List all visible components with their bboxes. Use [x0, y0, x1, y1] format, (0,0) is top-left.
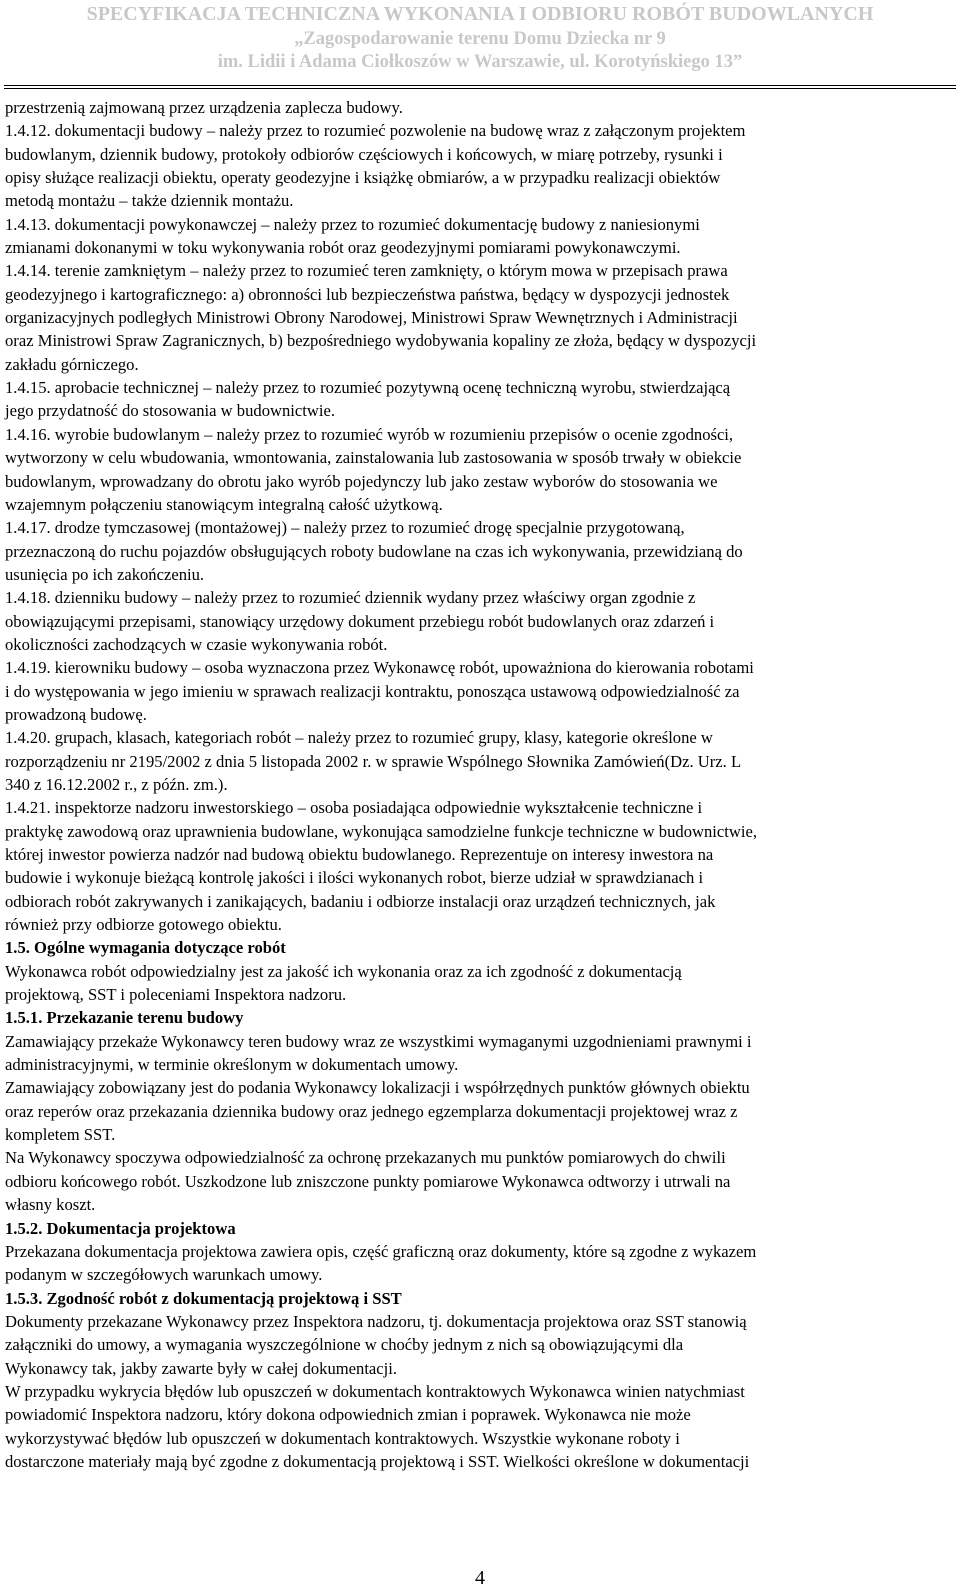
text-line: metodą montażu – także dziennik montażu.	[5, 191, 294, 211]
text-line: opisy służące realizacji obiektu, operaty geodezyjne i książkę obmiarów, a w przypadku realizacji obiektów	[5, 168, 721, 188]
text-line: oraz Ministrowi Spraw Zagranicznych, b) bezpośredniego wydobywania kopaliny ze złoża, będący w dyspozycji	[5, 331, 757, 351]
text-line: wykorzystywać błędów lub opuszczeń w dokumentach kontraktowych. Wszystkie wykonane roboty i	[5, 1428, 680, 1448]
text-line: której inwestor powierza nadzór nad budową obiektu budowlanego. Reprezentuje on interesy inwestora na	[5, 845, 714, 864]
text-line: usunięcia po ich zakończeniu.	[5, 564, 205, 584]
text-line: obowiązującymi przepisami, stanowiący urzędowy dokument przebiegu robót budowlanych oraz zdarzeń i	[5, 611, 715, 631]
section-heading: 1.5. Ogólne wymagania dotyczące robót	[5, 938, 286, 958]
text-line: praktykę zawodową oraz uprawnienia budowlane, wykonująca samodzielne funkcje techniczne w budownictwie,	[5, 821, 757, 841]
text-line: odbiorach robót zakrywanych i zanikających, badaniu i odbiorze instalacji oraz urządzeń technicznych, jak	[5, 891, 716, 911]
text-line: 1.4.15. aprobacie technicznej – należy przez to rozumieć pozytywną ocenę techniczną wyrobu, stwierdzającą	[5, 378, 731, 398]
text-line: również przy odbiorze gotowego obiektu.	[5, 915, 282, 935]
text-line: wzajemnym połączeniu stanowiącym integralną całość użytkową.	[5, 494, 443, 514]
text-line: Dokumenty przekazane Wykonawcy przez Inspektora nadzoru, tj. dokumentacja projektowa oraz SST stanowią	[5, 1311, 747, 1331]
text-line: jego przydatność do stosowania w budownictwie.	[5, 401, 335, 421]
text-line: budowlanym, dziennik budowy, protokoły odbiorów częściowych i końcowych, w miarę potrzeby, rysunki i	[5, 144, 723, 164]
text-line: kompletem SST.	[5, 1125, 116, 1145]
text-line: wytworzony w celu wbudowania, wmontowania, zainstalowania lub zastosowania w sposób trwały w obiekcie	[5, 448, 742, 468]
text-line: 1.4.21. inspektorze nadzoru inwestorskiego – osoba posiadająca odpowiednie wykształcenie techniczne i	[5, 798, 703, 818]
text-line: Na Wykonawcy spoczywa odpowiedzialność za ochronę przekazanych mu punktów pomiarowych do chwili	[5, 1148, 726, 1168]
text-line: budowie i wykonuje bieżącą kontrolę jakości i ilości wykonanych robot, bierze udział w sprawdzianach i	[5, 868, 704, 888]
text-line: Przekazana dokumentacja projektowa zawiera opis, część graficzną oraz dokumenty, które są zgodne z wykazem	[5, 1241, 757, 1261]
section-heading: 1.5.3. Zgodność robót z dokumentacją projektową i SST	[5, 1288, 402, 1308]
text-line: Wykonawcy tak, jakby zawarte były w całej dokumentacji.	[5, 1358, 398, 1378]
text-line: przestrzenią zajmowaną przez urządzenia zaplecza budowy.	[5, 98, 403, 117]
text-line: zakładu górniczego.	[5, 354, 139, 374]
text-line: 1.4.14. terenie zamkniętym – należy przez to rozumieć teren zamknięty, o którym mowa w przepisach prawa	[5, 261, 728, 281]
text-line: odbioru końcowego robót. Uszkodzone lub zniszczone punkty pomiarowe Wykonawca odtworzy i utrwali na	[5, 1171, 731, 1191]
document-body	[5, 96, 951, 1473]
text-line: załączniki do umowy, a wymagania wyszczególnione w choćby jednym z nich są obowiązującymi dla	[5, 1335, 684, 1355]
text-line: zmianami dokonanymi w toku wykonywania robót oraz geodezyjnymi pomiarami powykonawczymi.	[5, 238, 681, 258]
text-line: 340 z 16.12.2002 r., z późn. zm.).	[5, 774, 228, 794]
text-line: dostarczone materiały mają być zgodne z dokumentacją projektową i SST. Wielkości określone w dokumentacji	[5, 1451, 750, 1471]
text-line: administracyjnymi, w terminie określonym w dokumentach umowy.	[5, 1055, 459, 1075]
text-line: organizacyjnych podległych Ministrowi Obrony Narodowej, Ministrowi Spraw Wewnętrznych i Administracji	[5, 308, 738, 328]
section-heading: 1.5.2. Dokumentacja projektowa	[5, 1218, 236, 1238]
text-line: rozporządzeniu nr 2195/2002 z dnia 5 listopada 2002 r. w sprawie Wspólnego Słownika Zamówień(Dz. Urz. L	[5, 751, 742, 771]
text-line: 1.4.17. drodze tymczasowej (montażowej) – należy przez to rozumieć drogę specjalnie przygotowaną,	[5, 518, 685, 538]
header-rule-top	[4, 85, 956, 86]
text-line: geodezyjnego i kartograficznego: a) obronności lub bezpieczeństwa państwa, będący w dyspozycji jednostek	[5, 284, 730, 304]
header-project-name: „Zagospodarowanie terenu Domu Dziecka nr 9	[294, 29, 666, 49]
text-line: przeznaczoną do ruchu pojazdów obsługujących roboty budowlane na czas ich wykonywania, przewidzianą do	[5, 541, 743, 561]
header-project-address: im. Lidii i Adama Ciołkoszów w Warszawie, ul. Korotyńskiego 13”	[217, 52, 743, 72]
text-line: Zamawiający przekaże Wykonawcy teren budowy wraz ze wszystkimi wymaganymi uzgodnieniami prawnymi i	[5, 1031, 752, 1051]
text-line: budowlanym, wprowadzany do obrotu jako wyrób pojedynczy lub jako zestaw wyborów do stosowania we	[5, 471, 718, 491]
text-line: okoliczności zachodzących w czasie wykonywania robót.	[5, 634, 388, 654]
header-title: SPECYFIKACJA TECHNICZNA WYKONANIA I ODBIORU ROBÓT BUDOWLANYCH	[86, 3, 874, 25]
section-heading: 1.5.1. Przekazanie terenu budowy	[5, 1008, 244, 1028]
text-line: 1.4.16. wyrobie budowlanym – należy przez to rozumieć wyrób w rozumieniu przepisów o ocenie zgodności,	[5, 424, 734, 444]
text-line: Zamawiający zobowiązany jest do podania Wykonawcy lokalizacji i współrzędnych punktów głównych obiektu	[5, 1078, 750, 1098]
text-line: i do występowania w jego imieniu w sprawach realizacji kontraktu, ponosząca ustawową odpowiedzialność za	[5, 681, 740, 701]
text-line: powiadomić Inspektora nadzoru, który dokona odpowiednich zmian i poprawek. Wykonawca nie może	[5, 1405, 691, 1425]
text-line: 1.4.12. dokumentacji budowy – należy przez to rozumieć pozwolenie na budowę wraz z załączonym projektem	[5, 121, 746, 141]
text-line: 1.4.18. dzienniku budowy – należy przez to rozumieć dziennik wydany przez właściwy organ zgodnie z	[5, 588, 696, 608]
text-line: projektową, SST i poleceniami Inspektora nadzoru.	[5, 985, 347, 1005]
text-line: 1.4.19. kierowniku budowy – osoba wyznaczona przez Wykonawcę robót, upoważniona do kierowania robotami	[5, 658, 754, 678]
page-number: 4	[475, 1567, 485, 1589]
text-line: 1.4.20. grupach, klasach, kategoriach robót – należy przez to rozumieć grupy, klasy, kategorie określone w	[5, 728, 713, 748]
text-line: Wykonawca robót odpowiedzialny jest za jakość ich wykonania oraz za ich zgodność z dokumentacją	[5, 961, 682, 981]
text-line: oraz reperów oraz przekazania dziennika budowy oraz jednego egzemplarza dokumentacji projektowej wraz z	[5, 1101, 738, 1121]
text-line: własny koszt.	[5, 1195, 96, 1215]
text-line: W przypadku wykrycia błędów lub opuszczeń w dokumentach kontraktowych Wykonawca winien natychmiast	[5, 1381, 745, 1401]
text-line: prowadzoną budowę.	[5, 704, 147, 724]
text-line: podanym w szczegółowych warunkach umowy.	[5, 1265, 323, 1285]
text-line: 1.4.13. dokumentacji powykonawczej – należy przez to rozumieć dokumentację budowy z naniesionymi	[5, 214, 700, 234]
header-rule-bottom	[4, 88, 956, 89]
